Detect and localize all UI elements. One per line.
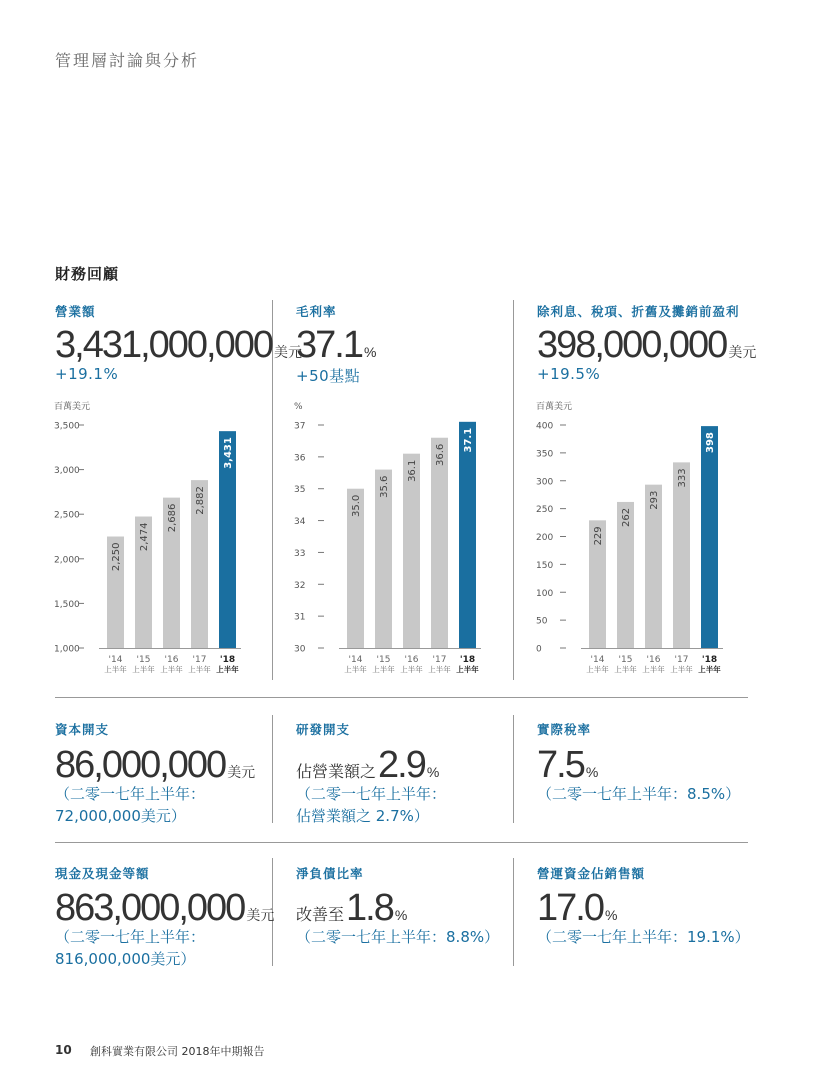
x-tick-label: '18 (459, 655, 476, 665)
x-tick-sublabel: 上半年 (670, 665, 693, 674)
gross-margin-value: 37.1 % (296, 324, 377, 366)
y-tick-label: 1,500 (54, 599, 80, 610)
y-tick-label: 31 (294, 612, 306, 623)
x-tick-sublabel: 上半年 (160, 665, 183, 674)
y-tick-label: 3,000 (54, 466, 80, 477)
y-tick-label: 32 (294, 580, 306, 591)
bar (673, 462, 690, 648)
data-label: 2,474 (139, 522, 150, 552)
cash-note: （二零一七年上半年： 816,000,000美元） (55, 928, 206, 968)
data-label: 262 (621, 507, 632, 528)
column-divider (513, 858, 514, 966)
data-label: 293 (649, 490, 660, 510)
x-tick-label: '14 (348, 655, 363, 665)
y-tick-label: 100 (536, 588, 554, 599)
y-tick-label: 35 (294, 485, 306, 496)
gearing-label: 淨負債比率 (296, 866, 364, 881)
ebitda-value: 398,000,000 美元 (537, 324, 757, 366)
y-tick-label: 200 (536, 533, 554, 543)
data-label: 3,431 (223, 437, 234, 469)
x-tick-sublabel: 上半年 (456, 665, 479, 674)
bar (459, 422, 476, 648)
tax-note: （二零一七年上半年：8.5%） (537, 785, 741, 803)
revenue-label: 營業額 (55, 304, 96, 319)
rnd-note: （二零一七年上半年： 佔營業額之 2.7%） (296, 785, 447, 825)
data-label: 2,882 (195, 486, 206, 515)
cash-label: 現金及現金等額 (55, 866, 150, 881)
ebitda-chart (532, 395, 752, 685)
data-label: 333 (677, 468, 688, 488)
section-divider (55, 697, 748, 698)
x-tick-label: '15 (376, 655, 391, 665)
y-tick-label: 300 (536, 477, 554, 488)
x-tick-label: '17 (674, 655, 689, 665)
x-tick-sublabel: 上半年 (132, 665, 155, 674)
gross-margin-change: +50基點 (296, 367, 361, 385)
ebitda-label: 除利息、稅項、折舊及攤銷前盈利 (537, 304, 740, 319)
x-tick-sublabel: 上半年 (344, 665, 367, 674)
y-tick-label: 36 (294, 453, 306, 464)
x-tick-sublabel: 上半年 (614, 665, 637, 674)
x-tick-sublabel: 上半年 (188, 665, 211, 674)
y-tick-label: 50 (536, 616, 548, 627)
page-header: 管理層討論與分析 (55, 51, 200, 70)
x-tick-sublabel: 上半年 (216, 665, 239, 674)
x-tick-sublabel: 上半年 (698, 665, 721, 674)
column-divider (513, 300, 514, 680)
x-tick-label: '18 (219, 655, 236, 665)
data-label: 2,686 (167, 503, 178, 533)
gearing-value: 改善至1.8 % (296, 887, 408, 929)
x-tick-sublabel: 上半年 (428, 665, 451, 674)
data-label: 37.1 (463, 427, 474, 453)
data-label: 35.6 (379, 475, 390, 498)
rnd-value: 佔營業額之2.9 % (296, 744, 440, 786)
wc-note: （二零一七年上半年：19.1%） (537, 928, 750, 946)
x-tick-sublabel: 上半年 (372, 665, 395, 674)
x-tick-label: '18 (701, 655, 718, 665)
section-divider (55, 842, 748, 843)
x-tick-sublabel: 上半年 (104, 665, 127, 674)
y-tick-label: 150 (536, 560, 554, 571)
rnd-label: 研發開支 (296, 722, 351, 737)
y-tick-label: 0 (536, 644, 542, 655)
x-tick-label: '16 (404, 655, 419, 665)
cash-value: 863,000,000 美元 (55, 887, 275, 929)
wc-value: 17.0 % (537, 887, 618, 929)
gross-margin-chart (290, 395, 510, 685)
revenue-chart (50, 395, 270, 685)
revenue-value: 3,431,000,000 美元 (55, 324, 303, 366)
data-label: 35.0 (351, 494, 362, 517)
x-tick-sublabel: 上半年 (586, 665, 609, 674)
y-tick-label: 400 (536, 421, 554, 432)
data-label: 229 (593, 526, 604, 546)
y-tick-label: 3,500 (54, 421, 80, 432)
x-tick-label: '15 (136, 655, 151, 665)
data-label: 398 (705, 432, 716, 453)
y-tick-label: 1,000 (54, 644, 80, 655)
capex-note: （二零一七年上半年： 72,000,000美元） (55, 785, 206, 825)
x-tick-label: '14 (590, 655, 605, 665)
y-tick-label: 37 (294, 421, 306, 432)
unit-label: 百萬美元 (536, 402, 573, 412)
y-tick-label: 2,000 (54, 555, 80, 566)
x-tick-sublabel: 上半年 (642, 665, 665, 674)
column-divider (513, 715, 514, 823)
x-tick-label: '17 (432, 655, 447, 665)
wc-label: 營運資金佔銷售額 (537, 866, 646, 881)
x-tick-label: '14 (108, 655, 123, 665)
capex-value: 86,000,000 美元 (55, 744, 256, 786)
x-tick-sublabel: 上半年 (400, 665, 423, 674)
x-tick-label: '16 (646, 655, 661, 665)
unit-label: % (294, 402, 303, 412)
y-tick-label: 350 (536, 449, 554, 460)
capex-label: 資本開支 (55, 722, 110, 737)
data-label: 2,250 (111, 542, 122, 572)
x-tick-label: '17 (192, 655, 207, 665)
footer-text: 創科實業有限公司 2018年中期報告 (90, 1045, 265, 1058)
tax-value: 7.5 % (537, 744, 599, 786)
data-label: 36.6 (435, 443, 446, 467)
x-tick-label: '16 (164, 655, 179, 665)
x-tick-label: '15 (618, 655, 633, 665)
ebitda-change: +19.5% (537, 365, 601, 383)
gearing-note: （二零一七年上半年：8.8%） (296, 928, 500, 946)
column-divider (272, 715, 273, 823)
gross-margin-label: 毛利率 (296, 304, 337, 319)
y-tick-label: 33 (294, 548, 306, 559)
y-tick-label: 250 (536, 505, 554, 516)
y-tick-label: 34 (294, 517, 306, 528)
y-tick-label: 2,500 (54, 510, 80, 521)
page-number: 10 (55, 1043, 72, 1057)
section-title: 財務回顧 (55, 265, 120, 283)
revenue-change: +19.1% (55, 365, 119, 383)
data-label: 36.1 (407, 459, 418, 482)
bar (701, 426, 718, 648)
tax-label: 實際稅率 (537, 722, 592, 737)
y-tick-label: 30 (294, 644, 306, 655)
bar (431, 438, 448, 648)
unit-label: 百萬美元 (54, 402, 91, 412)
